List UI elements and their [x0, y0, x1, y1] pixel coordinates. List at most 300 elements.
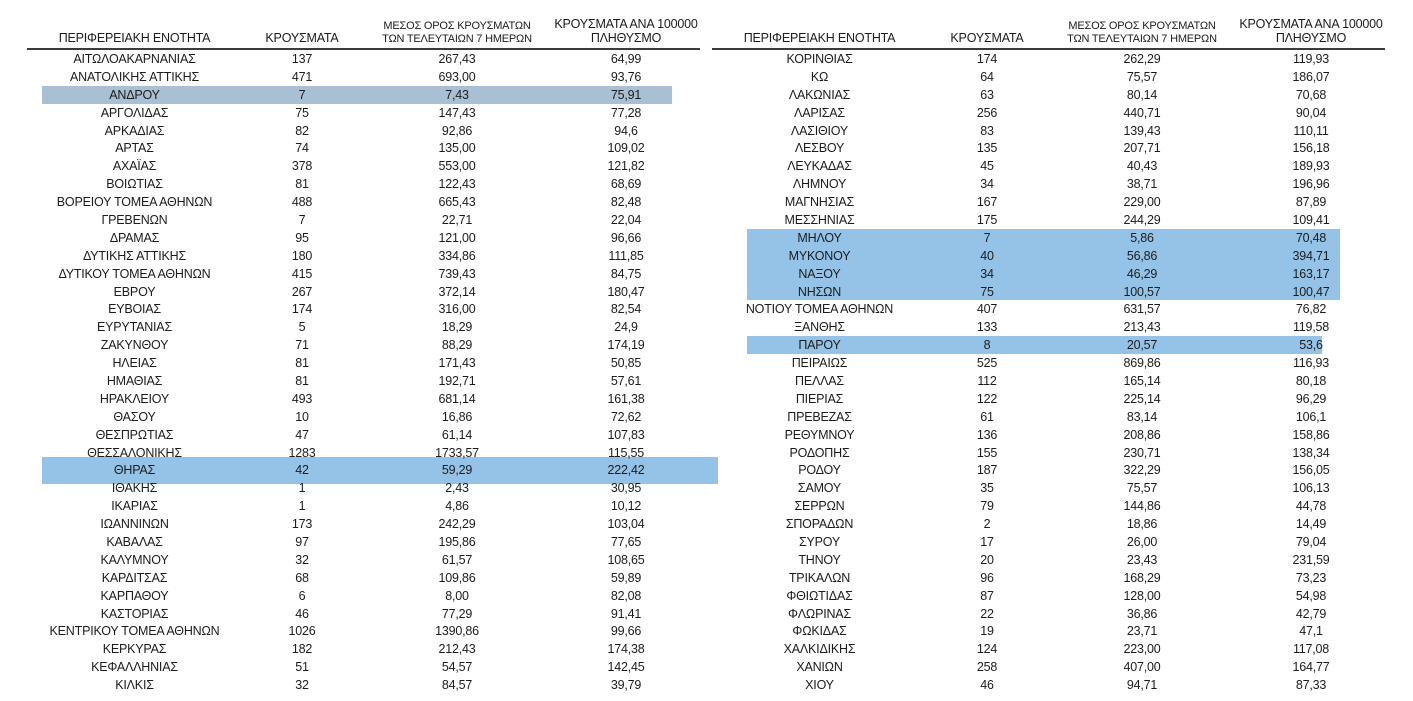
- table-row: [27, 444, 700, 462]
- per100k-cell: 180,47: [607, 284, 645, 299]
- region-cell: ΗΛΕΙΑΣ: [112, 356, 157, 371]
- table-row: [27, 139, 700, 157]
- region-cell: ΘΑΣΟΥ: [113, 409, 156, 424]
- region-cell: ΤΗΝΟΥ: [798, 552, 841, 567]
- region-cell: ΤΡΙΚΑΛΩΝ: [788, 570, 851, 585]
- column-header-avg7: ΜΕΣΟΣ ΟΡΟΣ ΚΡΟΥΣΜΑΤΩΝ ΤΩΝ ΤΕΛΕΥΤΑΙΩΝ 7 ΗΜΕΡΩΝ: [382, 20, 532, 45]
- table-row: [712, 139, 1385, 157]
- cases-cell: 61: [980, 409, 994, 424]
- cases-cell: 267: [291, 284, 313, 299]
- per100k-cell: 87,89: [1295, 195, 1327, 210]
- avg7-cell: 631,57: [1123, 302, 1161, 317]
- region-cell: ΜΕΣΣΗΝΙΑΣ: [784, 212, 855, 227]
- cases-cell: 174: [291, 302, 313, 317]
- per100k-cell: 174,19: [607, 338, 645, 353]
- avg7-cell: 440,71: [1123, 105, 1161, 120]
- table-row: [27, 461, 700, 479]
- per100k-cell: 82,48: [610, 195, 642, 210]
- avg7-cell: 4,86: [445, 499, 469, 514]
- table-row: [712, 283, 1385, 301]
- cases-cell: 32: [295, 678, 309, 693]
- table-row: [27, 86, 700, 104]
- avg7-cell: 84,57: [441, 678, 473, 693]
- per100k-cell: 156,05: [1292, 463, 1330, 478]
- table-row: [27, 68, 700, 86]
- table-row: [27, 193, 700, 211]
- cases-cell: 71: [295, 338, 309, 353]
- cases-cell: 83: [980, 123, 994, 138]
- table-row: [712, 211, 1385, 229]
- avg7-cell: 135,00: [438, 141, 476, 156]
- avg7-cell: 208,86: [1123, 427, 1161, 442]
- region-cell: ΛΗΜΝΟΥ: [792, 177, 847, 192]
- avg7-cell: 7,43: [445, 87, 469, 102]
- cases-cell: 34: [980, 266, 994, 281]
- table-body: [27, 50, 700, 694]
- per100k-cell: 53,6: [1299, 338, 1323, 353]
- region-cell: ΕΥΒΟΙΑΣ: [108, 302, 161, 317]
- table-row: [27, 318, 700, 336]
- region-cell: ΠΡΕΒΕΖΑΣ: [787, 409, 852, 424]
- cases-cell: 525: [976, 356, 998, 371]
- table-row: [712, 354, 1385, 372]
- cases-cell: 112: [977, 373, 997, 388]
- region-cell: ΣΠΟΡΑΔΩΝ: [785, 517, 854, 532]
- table-row: [27, 247, 700, 265]
- table-row: [712, 444, 1385, 462]
- avg7-cell: 5,86: [1130, 230, 1154, 245]
- per100k-cell: 116,93: [1292, 356, 1330, 371]
- region-cell: ΘΕΣΠΡΩΤΙΑΣ: [95, 427, 174, 442]
- cases-cell: 7: [298, 212, 306, 227]
- cases-cell: 82: [295, 123, 309, 138]
- per100k-cell: 110,11: [1293, 123, 1329, 138]
- per100k-cell: 30,95: [610, 481, 642, 496]
- per100k-cell: 84,75: [610, 266, 642, 281]
- cases-cell: 95: [295, 230, 309, 245]
- avg7-cell: 739,43: [438, 266, 476, 281]
- table-row: [712, 408, 1385, 426]
- cases-cell: 415: [291, 266, 313, 281]
- avg7-cell: 109,86: [438, 570, 476, 585]
- avg7-cell: 407,00: [1123, 660, 1161, 675]
- table-body: [712, 50, 1385, 694]
- region-cell: ΡΕΘΥΜΝΟΥ: [784, 427, 855, 442]
- avg7-cell: 322,29: [1123, 463, 1161, 478]
- per100k-cell: 111,85: [608, 248, 644, 263]
- table-row: [712, 229, 1385, 247]
- per100k-cell: 394,71: [1292, 248, 1330, 263]
- region-cell: ΧΑΛΚΙΔΙΚΗΣ: [783, 642, 856, 657]
- avg7-cell: 23,71: [1126, 624, 1158, 639]
- avg7-cell: 94,71: [1126, 678, 1158, 693]
- cases-cell: 10: [295, 409, 309, 424]
- region-cell: ΚΕΦΑΛΛΗΝΙΑΣ: [91, 660, 178, 675]
- avg7-cell: 23,43: [1126, 552, 1158, 567]
- per100k-cell: 72,62: [610, 409, 642, 424]
- cases-cell: 2: [983, 517, 991, 532]
- per100k-cell: 75,91: [610, 87, 642, 102]
- region-cell: ΦΘΙΩΤΙΔΑΣ: [786, 588, 853, 603]
- cases-cell: 135: [976, 141, 998, 156]
- cases-cell: 46: [295, 606, 309, 621]
- per100k-cell: 115,55: [607, 445, 645, 460]
- cases-cell: 32: [295, 552, 309, 567]
- avg7-cell: 869,86: [1123, 356, 1161, 371]
- region-cell: ΑΝΔΡΟΥ: [109, 87, 160, 102]
- avg7-cell: 165,14: [1123, 373, 1161, 388]
- table-row: [712, 265, 1385, 283]
- region-cell: ΔΥΤΙΚΗΣ ΑΤΤΙΚΗΣ: [83, 248, 186, 263]
- avg7-cell: 18,29: [441, 320, 473, 335]
- per100k-cell: 164,77: [1292, 660, 1330, 675]
- regional-table-left: [27, 10, 700, 694]
- region-cell: ΔΥΤΙΚΟΥ ΤΟΜΕΑ ΑΘΗΝΩΝ: [58, 266, 211, 281]
- table-row: [712, 533, 1385, 551]
- per100k-cell: 22,04: [610, 212, 642, 227]
- per100k-cell: 174,38: [607, 642, 645, 657]
- region-cell: ΝΟΤΙΟΥ ΤΟΜΕΑ ΑΘΗΝΩΝ: [745, 302, 894, 317]
- per100k-cell: 163,17: [1292, 266, 1330, 281]
- cases-cell: 175: [976, 212, 998, 227]
- cases-cell: 6: [298, 588, 306, 603]
- cases-cell: 173: [291, 517, 313, 532]
- region-cell: ΧΑΝΙΩΝ: [796, 660, 843, 675]
- avg7-cell: 693,00: [438, 69, 476, 84]
- table-row: [712, 300, 1385, 318]
- avg7-cell: 168,29: [1123, 570, 1161, 585]
- cases-cell: 258: [976, 660, 998, 675]
- per100k-cell: 77,65: [610, 534, 642, 549]
- region-cell: ΧΙΟΥ: [805, 678, 834, 693]
- cases-cell: 81: [295, 356, 309, 371]
- region-cell: ΚΟΡΙΝΘΙΑΣ: [786, 51, 853, 66]
- region-cell: ΕΒΡΟΥ: [113, 284, 156, 299]
- cases-cell: 488: [291, 195, 313, 210]
- cases-cell: 407: [976, 302, 998, 317]
- cases-cell: 20: [980, 552, 994, 567]
- table-row: [27, 515, 700, 533]
- avg7-cell: 20,57: [1126, 338, 1158, 353]
- per100k-cell: 93,76: [610, 69, 642, 84]
- avg7-cell: 61,14: [441, 427, 473, 442]
- per100k-cell: 156,18: [1292, 141, 1330, 156]
- region-cell: ΡΟΔΟΥ: [798, 463, 841, 478]
- region-cell: ΗΡΑΚΛΕΙΟΥ: [99, 391, 170, 406]
- table-row: [712, 497, 1385, 515]
- avg7-cell: 223,00: [1123, 642, 1161, 657]
- region-cell: ΝΑΞΟΥ: [798, 266, 841, 281]
- avg7-cell: 59,29: [441, 463, 473, 478]
- per100k-cell: 70,48: [1295, 230, 1327, 245]
- avg7-cell: 92,86: [441, 123, 473, 138]
- avg7-cell: 242,29: [438, 517, 476, 532]
- table-row: [712, 157, 1385, 175]
- avg7-cell: 56,86: [1126, 248, 1158, 263]
- regional-table-right: [712, 10, 1385, 694]
- table-row: [27, 300, 700, 318]
- table-row: [712, 569, 1385, 587]
- avg7-cell: 225,14: [1123, 391, 1161, 406]
- region-cell: ΖΑΚΥΝΘΟΥ: [100, 338, 169, 353]
- region-cell: ΛΕΣΒΟΥ: [794, 141, 845, 156]
- avg7-cell: 262,29: [1123, 51, 1161, 66]
- region-cell: ΡΟΔΟΠΗΣ: [789, 445, 850, 460]
- column-header-per100k: ΚΡΟΥΣΜΑΤΑ ΑΝΑ 100000 ΠΛΗΘΥΣΜΟ: [554, 17, 698, 45]
- per100k-cell: 142,45: [607, 660, 645, 675]
- region-cell: ΜΗΛΟΥ: [797, 230, 842, 245]
- cases-cell: 8: [983, 338, 991, 353]
- table-row: [712, 50, 1385, 68]
- table-row: [27, 605, 700, 623]
- table-row: [27, 372, 700, 390]
- per100k-cell: 119,93: [1292, 51, 1330, 66]
- per100k-cell: 96,29: [1295, 391, 1327, 406]
- table-row: [27, 408, 700, 426]
- cases-cell: 19: [980, 624, 994, 639]
- per100k-cell: 109,02: [607, 141, 645, 156]
- table-row: [712, 676, 1385, 694]
- per100k-cell: 186,07: [1292, 69, 1330, 84]
- cases-cell: 34: [980, 177, 994, 192]
- region-cell: ΚΕΝΤΡΙΚΟΥ ΤΟΜΕΑ ΑΘΗΝΩΝ: [49, 624, 220, 639]
- table-row: [27, 50, 700, 68]
- table-row: [27, 354, 700, 372]
- table-row: [27, 623, 700, 641]
- table-row: [27, 265, 700, 283]
- cases-cell: 174: [976, 51, 998, 66]
- column-header-avg7: ΜΕΣΟΣ ΟΡΟΣ ΚΡΟΥΣΜΑΤΩΝ ΤΩΝ ΤΕΛΕΥΤΑΙΩΝ 7 ΗΜΕΡΩΝ: [1067, 20, 1217, 45]
- avg7-cell: 8,00: [445, 588, 469, 603]
- cases-cell: 256: [976, 105, 998, 120]
- region-cell: ΚΕΡΚΥΡΑΣ: [102, 642, 167, 657]
- cases-cell: 64: [980, 69, 994, 84]
- avg7-cell: 22,71: [441, 212, 473, 227]
- table-row: [27, 229, 700, 247]
- region-cell: ΣΕΡΡΩΝ: [794, 499, 845, 514]
- avg7-cell: 553,00: [438, 159, 476, 174]
- cases-cell: 122: [976, 391, 998, 406]
- per100k-cell: 189,93: [1292, 159, 1330, 174]
- table-row: [712, 623, 1385, 641]
- avg7-cell: 121,00: [438, 230, 476, 245]
- table-row: [712, 193, 1385, 211]
- region-cell: ΚΑΒΑΛΑΣ: [106, 534, 163, 549]
- region-cell: ΠΙΕΡΙΑΣ: [795, 391, 844, 406]
- table-row: [712, 461, 1385, 479]
- table-row: [27, 390, 700, 408]
- avg7-cell: 213,43: [1123, 320, 1161, 335]
- region-cell: ΞΑΝΘΗΣ: [794, 320, 845, 335]
- avg7-cell: 144,86: [1123, 499, 1161, 514]
- per100k-cell: 91,41: [610, 606, 642, 621]
- cases-cell: 137: [291, 51, 313, 66]
- region-cell: ΚΑΣΤΟΡΙΑΣ: [100, 606, 169, 621]
- avg7-cell: 77,29: [441, 606, 473, 621]
- per100k-cell: 80,18: [1295, 373, 1327, 388]
- avg7-cell: 207,71: [1123, 141, 1161, 156]
- table-row: [712, 605, 1385, 623]
- avg7-cell: 316,00: [438, 302, 476, 317]
- cases-cell: 22: [980, 606, 994, 621]
- cases-cell: 133: [976, 320, 998, 335]
- column-header-region: ΠΕΡΙΦΕΡΕΙΑΚΗ ΕΝΟΤΗΤΑ: [58, 31, 211, 45]
- region-cell: ΣΥΡΟΥ: [798, 534, 841, 549]
- cases-cell: 42: [295, 463, 309, 478]
- per100k-cell: 87,33: [1295, 678, 1327, 693]
- avg7-cell: 171,43: [438, 356, 476, 371]
- avg7-cell: 147,43: [438, 105, 476, 120]
- per100k-cell: 47,1: [1299, 624, 1323, 639]
- table-row: [712, 175, 1385, 193]
- table-row: [27, 175, 700, 193]
- cases-cell: 187: [976, 463, 998, 478]
- per100k-cell: 108,65: [607, 552, 645, 567]
- per100k-cell: 107,83: [607, 427, 645, 442]
- per100k-cell: 42,79: [1295, 606, 1327, 621]
- avg7-cell: 80,14: [1126, 87, 1158, 102]
- table-row: [27, 283, 700, 301]
- region-cell: ΦΛΩΡΙΝΑΣ: [788, 606, 851, 621]
- region-cell: ΛΑΚΩΝΙΑΣ: [788, 87, 851, 102]
- region-cell: ΚΩ: [810, 69, 829, 84]
- per100k-cell: 14,49: [1295, 517, 1327, 532]
- cases-cell: 378: [291, 159, 313, 174]
- table-row: [27, 157, 700, 175]
- per100k-cell: 161,38: [607, 391, 645, 406]
- region-cell: ΠΕΙΡΑΙΩΣ: [791, 356, 848, 371]
- cases-cell: 40: [980, 248, 994, 263]
- region-cell: ΑΙΤΩΛΟΑΚΑΡΝΑΝΙΑΣ: [73, 51, 196, 66]
- region-cell: ΠΕΛΛΑΣ: [795, 373, 844, 388]
- region-cell: ΑΡΤΑΣ: [115, 141, 154, 156]
- region-cell: ΘΕΣΣΑΛΟΝΙΚΗΣ: [87, 445, 182, 460]
- cases-cell: 180: [291, 248, 313, 263]
- per100k-cell: 158,86: [1292, 427, 1330, 442]
- per100k-cell: 59,89: [610, 570, 642, 585]
- avg7-cell: 75,57: [1126, 69, 1158, 84]
- table-row: [27, 211, 700, 229]
- region-cell: ΚΙΛΚΙΣ: [115, 678, 154, 693]
- avg7-cell: 195,86: [438, 534, 476, 549]
- table-header-row: [712, 10, 1385, 50]
- table-row: [712, 515, 1385, 533]
- table-row: [712, 86, 1385, 104]
- per100k-cell: 103,04: [607, 517, 645, 532]
- per100k-cell: 82,08: [610, 588, 642, 603]
- avg7-cell: 244,29: [1123, 212, 1161, 227]
- avg7-cell: 2,43: [445, 481, 469, 496]
- cases-cell: 75: [980, 284, 994, 299]
- per100k-cell: 231,59: [1292, 552, 1330, 567]
- per100k-cell: 99,66: [610, 624, 642, 639]
- per100k-cell: 196,96: [1292, 177, 1330, 192]
- region-cell: ΛΑΡΙΣΑΣ: [794, 105, 845, 120]
- cases-cell: 45: [980, 159, 994, 174]
- per100k-cell: 90,04: [1295, 105, 1327, 120]
- avg7-cell: 212,43: [438, 642, 476, 657]
- avg7-cell: 665,43: [438, 195, 476, 210]
- avg7-cell: 38,71: [1126, 177, 1158, 192]
- column-header-cases: ΚΡΟΥΣΜΑΤΑ: [265, 31, 339, 45]
- table-header-row: [27, 10, 700, 50]
- cases-cell: 5: [298, 320, 306, 335]
- cases-cell: 155: [976, 445, 998, 460]
- table-row: [27, 336, 700, 354]
- per100k-cell: 68,69: [610, 177, 642, 192]
- table-row: [712, 122, 1385, 140]
- avg7-cell: 229,00: [1123, 195, 1161, 210]
- region-cell: ΙΩΑΝΝΙΝΩΝ: [100, 517, 169, 532]
- table-row: [27, 104, 700, 122]
- table-row: [27, 122, 700, 140]
- cases-cell: 97: [295, 534, 309, 549]
- per100k-cell: 64,99: [610, 51, 642, 66]
- cases-cell: 47: [295, 427, 309, 442]
- cases-cell: 79: [980, 499, 994, 514]
- region-cell: ΑΧΑΪΑΣ: [112, 159, 157, 174]
- avg7-cell: 40,43: [1126, 159, 1158, 174]
- avg7-cell: 26,00: [1126, 534, 1158, 549]
- region-cell: ΠΑΡΟΥ: [798, 338, 841, 353]
- avg7-cell: 75,57: [1126, 481, 1158, 496]
- per100k-cell: 76,82: [1295, 302, 1327, 317]
- cases-cell: 1026: [288, 624, 316, 639]
- avg7-cell: 230,71: [1123, 445, 1161, 460]
- table-row: [712, 426, 1385, 444]
- column-header-cases: ΚΡΟΥΣΜΑΤΑ: [950, 31, 1024, 45]
- region-cell: ΒΟΙΩΤΙΑΣ: [106, 177, 163, 192]
- cases-cell: 81: [295, 177, 309, 192]
- cases-cell: 167: [976, 195, 998, 210]
- region-cell: ΑΡΓΟΛΙΔΑΣ: [100, 105, 169, 120]
- table-row: [27, 676, 700, 694]
- per100k-cell: 77,28: [610, 105, 642, 120]
- avg7-cell: 334,86: [438, 248, 476, 263]
- region-cell: ΑΡΚΑΔΙΑΣ: [104, 123, 165, 138]
- region-cell: ΦΩΚΙΔΑΣ: [792, 624, 847, 639]
- avg7-cell: 681,14: [438, 391, 476, 406]
- avg7-cell: 192,71: [438, 373, 476, 388]
- region-cell: ΣΑΜΟΥ: [797, 481, 842, 496]
- region-cell: ΚΑΛΥΜΝΟΥ: [100, 552, 169, 567]
- table-row: [712, 247, 1385, 265]
- table-row: [27, 497, 700, 515]
- cases-cell: 1: [298, 499, 306, 514]
- column-header-per100k: ΚΡΟΥΣΜΑΤΑ ΑΝΑ 100000 ΠΛΗΘΥΣΜΟ: [1239, 17, 1383, 45]
- cases-cell: 68: [295, 570, 309, 585]
- per100k-cell: 138,34: [1292, 445, 1330, 460]
- region-cell: ΓΡΕΒΕΝΩΝ: [101, 212, 168, 227]
- cases-cell: 87: [980, 588, 994, 603]
- avg7-cell: 100,57: [1123, 284, 1161, 299]
- region-cell: ΑΝΑΤΟΛΙΚΗΣ ΑΤΤΙΚΗΣ: [69, 69, 200, 84]
- per100k-cell: 100,47: [1292, 284, 1330, 299]
- region-cell: ΜΥΚΟΝΟΥ: [788, 248, 851, 263]
- per100k-cell: 57,61: [610, 373, 642, 388]
- per100k-cell: 106,13: [1292, 481, 1330, 496]
- cases-cell: 182: [291, 642, 313, 657]
- per100k-cell: 24,9: [614, 320, 638, 335]
- region-cell: ΙΚΑΡΙΑΣ: [111, 499, 158, 514]
- cases-cell: 7: [298, 87, 306, 102]
- cases-cell: 17: [980, 534, 994, 549]
- region-cell: ΚΑΡΔΙΤΣΑΣ: [101, 570, 168, 585]
- cases-cell: 1283: [288, 445, 316, 460]
- per100k-cell: 96,66: [610, 230, 642, 245]
- table-row: [712, 104, 1385, 122]
- cases-cell: 75: [295, 105, 309, 120]
